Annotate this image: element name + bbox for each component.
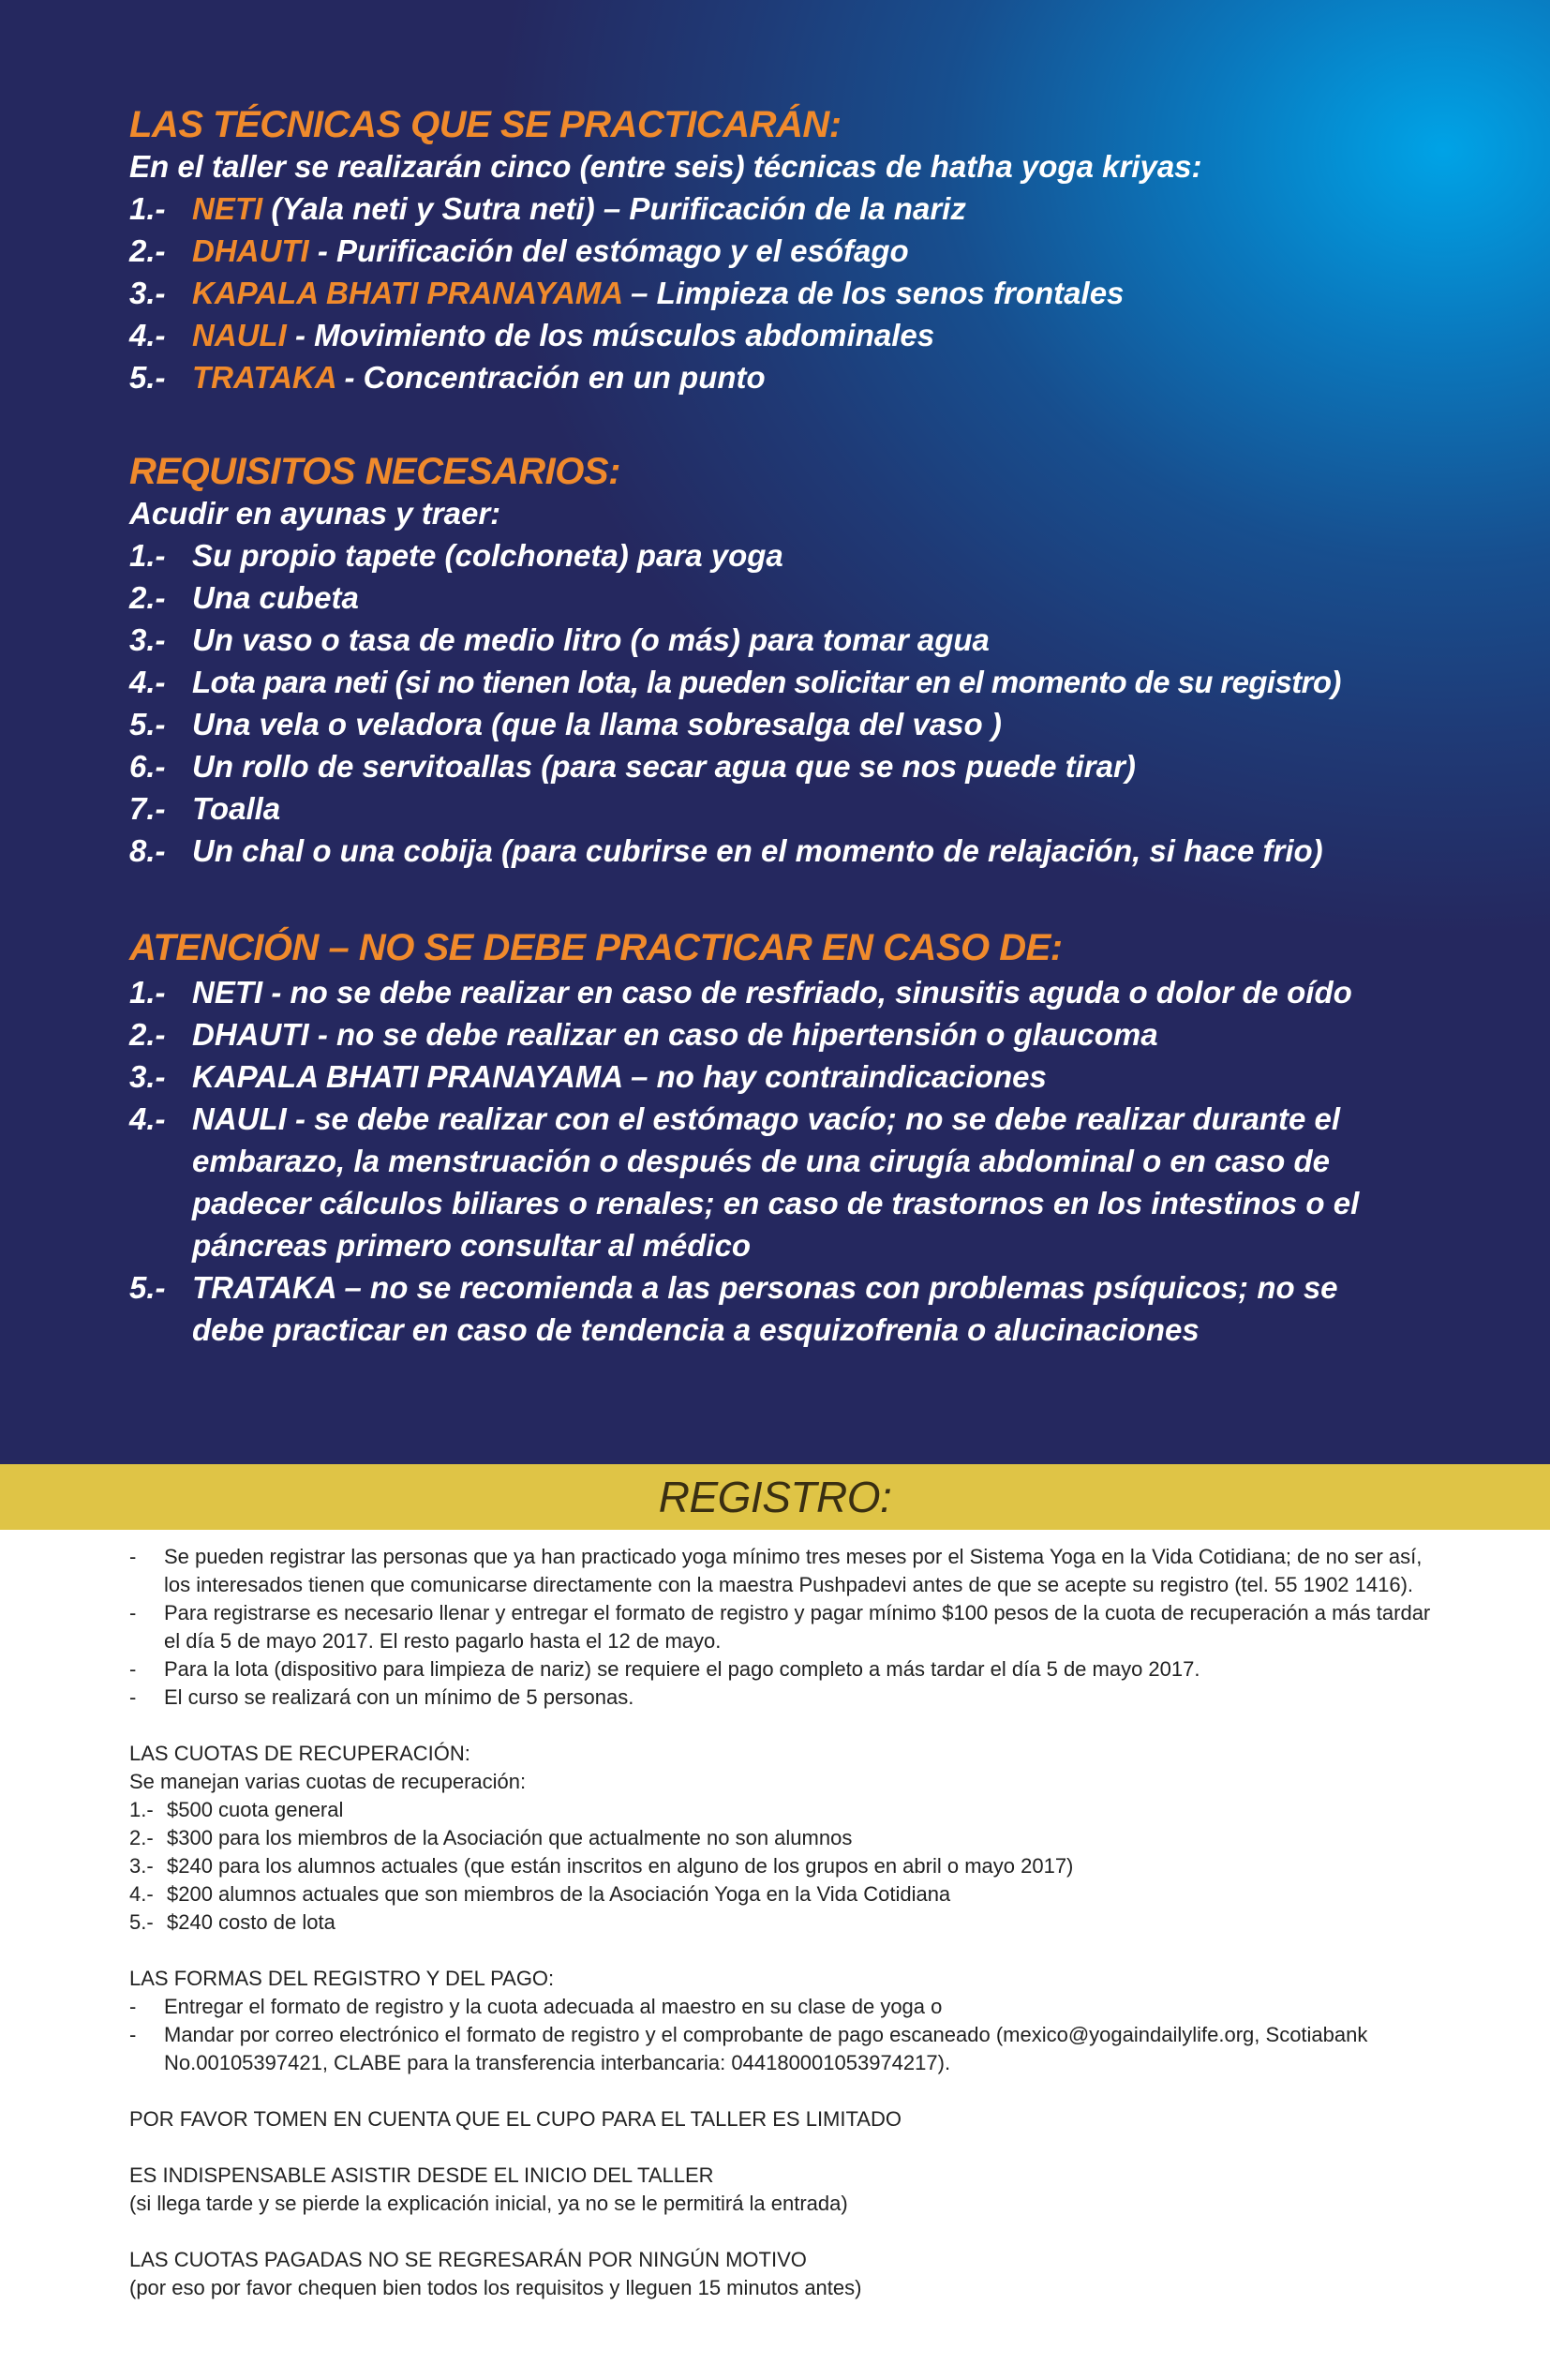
requisito-text: Toalla bbox=[192, 791, 281, 826]
formas-block bbox=[129, 1965, 1441, 2077]
tecnica-item bbox=[129, 314, 1516, 356]
tecnica-desc: - Purificación del estómago y el esófago bbox=[308, 233, 909, 268]
bullet-dash: - bbox=[129, 1601, 137, 1624]
tecnica-item bbox=[129, 187, 1516, 230]
requisito-text: Un chal o una cobija (para cubrirse en el momento de relajación, si hace frio) bbox=[192, 833, 1323, 868]
cuota-text: $240 para los alumnos actuales (que están inscritos en alguno de los grupos en abril o mayo 2017) bbox=[167, 1854, 1074, 1878]
registro-title: REGISTRO: bbox=[658, 1473, 892, 1521]
item-number: 5.- bbox=[129, 360, 166, 395]
registro-bullet bbox=[129, 1543, 1441, 1599]
item-number: 1.- bbox=[129, 538, 166, 573]
item-number: 3.- bbox=[129, 622, 166, 657]
cuota-text: $240 costo de lota bbox=[167, 1910, 335, 1934]
registro-content bbox=[129, 1543, 1441, 2302]
item-number: 1.- bbox=[129, 191, 166, 226]
cuota-item bbox=[129, 1880, 1441, 1908]
item-number: 2.- bbox=[129, 1017, 166, 1052]
cuota-item bbox=[129, 1824, 1441, 1852]
atencion-item bbox=[129, 1098, 1516, 1266]
cuota-number: 1.- bbox=[129, 1798, 154, 1821]
tecnica-item bbox=[129, 356, 1516, 398]
item-number: 3.- bbox=[129, 1059, 166, 1094]
cuotas-intro: Se manejan varias cuotas de recuperación: bbox=[129, 1770, 527, 1793]
forma-text: Mandar por correo electrónico el formato de registro y el comprobante de pago escaneado (mexico@yogaindailylife.org, Scotiabank No.00105397421, CLABE para la transferencia interbancaria: 044180001053974217). bbox=[164, 2023, 1368, 2074]
inicio-note: (si llega tarde y se pierde la explicación inicial, ya no se le permitirá la entrada) bbox=[129, 2192, 848, 2215]
cuota-item bbox=[129, 1796, 1441, 1824]
bullet-dash: - bbox=[129, 1657, 137, 1681]
requisito-item bbox=[129, 576, 1516, 619]
cuota-number: 4.- bbox=[129, 1882, 154, 1906]
cuota-text: $300 para los miembros de la Asociación que actualmente no son alumnos bbox=[167, 1826, 853, 1849]
requisito-text: Una cubeta bbox=[192, 580, 359, 615]
atencion-text: NAULI - se debe realizar con el estómago vacío; no se debe realizar durante el embarazo, la menstruación o después de una cirugía abdominal o en caso de padecer cálculos biliares o renales; en caso de trastornos en los intestinos o el páncreas primero consultar al médico bbox=[192, 1101, 1360, 1263]
item-number: 1.- bbox=[129, 975, 166, 1010]
tecnica-item bbox=[129, 272, 1516, 314]
registro-band bbox=[0, 1464, 1550, 1530]
inicio-block bbox=[129, 2162, 1441, 2218]
cuotas-block bbox=[129, 1740, 1441, 1937]
requisito-text: Lota para neti (si no tienen lota, la pueden solicitar en el momento de su registro) bbox=[192, 665, 1341, 699]
tecnica-name: KAPALA BHATI PRANAYAMA bbox=[192, 276, 622, 310]
item-number: 6.- bbox=[129, 749, 166, 784]
formas-heading: LAS FORMAS DEL REGISTRO Y DEL PAGO: bbox=[129, 1967, 555, 1990]
no-refund-heading: LAS CUOTAS PAGADAS NO SE REGRESARÁN POR NINGÚN MOTIVO bbox=[129, 2248, 807, 2271]
item-number: 5.- bbox=[129, 1270, 166, 1305]
requisito-text: Una vela o veladora (que la llama sobresalga del vaso ) bbox=[192, 707, 1002, 741]
atencion-item bbox=[129, 1055, 1516, 1098]
bullet-dash: - bbox=[129, 2023, 137, 2046]
tecnicas-intro: En el taller se realizarán cinco (entre seis) técnicas de hatha yoga kriyas: bbox=[129, 149, 1202, 184]
item-number: 8.- bbox=[129, 833, 166, 868]
requisito-item bbox=[129, 661, 1516, 703]
requisito-item bbox=[129, 787, 1516, 830]
item-number: 3.- bbox=[129, 276, 166, 310]
requisito-item bbox=[129, 745, 1516, 787]
cuota-text: $500 cuota general bbox=[167, 1798, 344, 1821]
cuota-item bbox=[129, 1852, 1441, 1880]
requisitos-section bbox=[129, 448, 1516, 872]
item-number: 5.- bbox=[129, 707, 166, 741]
cuota-text: $200 alumnos actuales que son miembros de la Asociación Yoga en la Vida Cotidiana bbox=[167, 1882, 951, 1906]
requisito-item bbox=[129, 534, 1516, 576]
atencion-item bbox=[129, 1266, 1516, 1351]
atencion-text: TRATAKA – no se recomienda a las personas con problemas psíquicos; no se debe practicar en caso de tendencia a esquizofrenia o alucinaciones bbox=[192, 1270, 1338, 1347]
forma-item bbox=[129, 2021, 1441, 2077]
requisito-item bbox=[129, 703, 1516, 745]
bullet-dash: - bbox=[129, 1685, 137, 1709]
cuota-number: 2.- bbox=[129, 1826, 154, 1849]
requisito-item bbox=[129, 830, 1516, 872]
bullet-text: Se pueden registrar las personas que ya han practicado yoga mínimo tres meses por el Sistema Yoga en la Vida Cotidiana; de no ser así, los interesados tienen que comunicarse directamente con la maestra Pushpadevi antes de que se acepte su registro (tel. 55 1902 1416). bbox=[164, 1545, 1423, 1596]
atencion-text: KAPALA BHATI PRANAYAMA – no hay contraindicaciones bbox=[192, 1059, 1047, 1094]
cupo-notice: POR FAVOR TOMEN EN CUENTA QUE EL CUPO PARA EL TALLER ES LIMITADO bbox=[129, 2107, 902, 2131]
requisito-text: Su propio tapete (colchoneta) para yoga bbox=[192, 538, 783, 573]
tecnica-desc: - Concentración en un punto bbox=[335, 360, 766, 395]
no-refund-block bbox=[129, 2246, 1441, 2302]
bullet-dash: - bbox=[129, 1995, 137, 2018]
registro-bullet bbox=[129, 1655, 1441, 1684]
tecnicas-heading: LAS TÉCNICAS QUE SE PRACTICARÁN: bbox=[129, 104, 842, 145]
inicio-heading: ES INDISPENSABLE ASISTIR DESDE EL INICIO DEL TALLER bbox=[129, 2163, 714, 2187]
requisitos-heading: REQUISITOS NECESARIOS: bbox=[129, 451, 620, 492]
forma-item bbox=[129, 1993, 1441, 2021]
requisitos-intro: Acudir en ayunas y traer: bbox=[129, 496, 501, 531]
cuota-number: 5.- bbox=[129, 1910, 154, 1934]
item-number: 7.- bbox=[129, 791, 166, 826]
no-refund-note: (por eso por favor chequen bien todos los requisitos y lleguen 15 minutos antes) bbox=[129, 2276, 862, 2299]
tecnica-desc: (Yala neti y Sutra neti) – Purificación de la nariz bbox=[262, 191, 966, 226]
cuota-number: 3.- bbox=[129, 1854, 154, 1878]
tecnica-desc: - Movimiento de los músculos abdominales bbox=[286, 318, 935, 352]
item-number: 2.- bbox=[129, 233, 166, 268]
atencion-section bbox=[129, 924, 1516, 1351]
item-number: 4.- bbox=[129, 1101, 166, 1136]
tecnica-desc: – Limpieza de los senos frontales bbox=[621, 276, 1125, 310]
tecnica-name: TRATAKA bbox=[192, 360, 336, 395]
atencion-text: NETI - no se debe realizar en caso de resfriado, sinusitis aguda o dolor de oído bbox=[192, 975, 1352, 1010]
requisito-text: Un rollo de servitoallas (para secar agua que se nos puede tirar) bbox=[192, 749, 1136, 784]
cuotas-heading: LAS CUOTAS DE RECUPERACIÓN: bbox=[129, 1742, 470, 1765]
registro-bullet bbox=[129, 1599, 1441, 1655]
bullet-text: Para registrarse es necesario llenar y entregar el formato de registro y pagar mínimo $100 pesos de la cuota de recuperación a más tardar el día 5 de mayo 2017. El resto pagarlo hasta el 12 de mayo. bbox=[164, 1601, 1431, 1653]
tecnica-item bbox=[129, 230, 1516, 272]
bullet-text: El curso se realizará con un mínimo de 5 personas. bbox=[164, 1685, 634, 1709]
item-number: 2.- bbox=[129, 580, 166, 615]
tecnica-name: DHAUTI bbox=[192, 233, 309, 268]
item-number: 4.- bbox=[129, 665, 166, 699]
tecnica-name: NETI bbox=[192, 191, 263, 226]
forma-text: Entregar el formato de registro y la cuota adecuada al maestro en su clase de yoga o bbox=[164, 1995, 943, 2018]
atencion-text: DHAUTI - no se debe realizar en caso de hipertensión o glaucoma bbox=[192, 1017, 1158, 1052]
registro-bullet bbox=[129, 1684, 1441, 1712]
requisito-item bbox=[129, 619, 1516, 661]
item-number: 4.- bbox=[129, 318, 166, 352]
bullet-dash: - bbox=[129, 1545, 137, 1568]
atencion-item bbox=[129, 1013, 1516, 1055]
cuota-item bbox=[129, 1908, 1441, 1937]
atencion-heading: ATENCIÓN – NO SE DEBE PRACTICAR EN CASO DE: bbox=[129, 927, 1063, 968]
bullet-text: Para la lota (dispositivo para limpieza de nariz) se requiere el pago completo a más tardar el día 5 de mayo 2017. bbox=[164, 1657, 1200, 1681]
requisito-text: Un vaso o tasa de medio litro (o más) para tomar agua bbox=[192, 622, 990, 657]
tecnicas-section bbox=[129, 101, 1516, 398]
atencion-item bbox=[129, 971, 1516, 1013]
tecnica-name: NAULI bbox=[192, 318, 287, 352]
